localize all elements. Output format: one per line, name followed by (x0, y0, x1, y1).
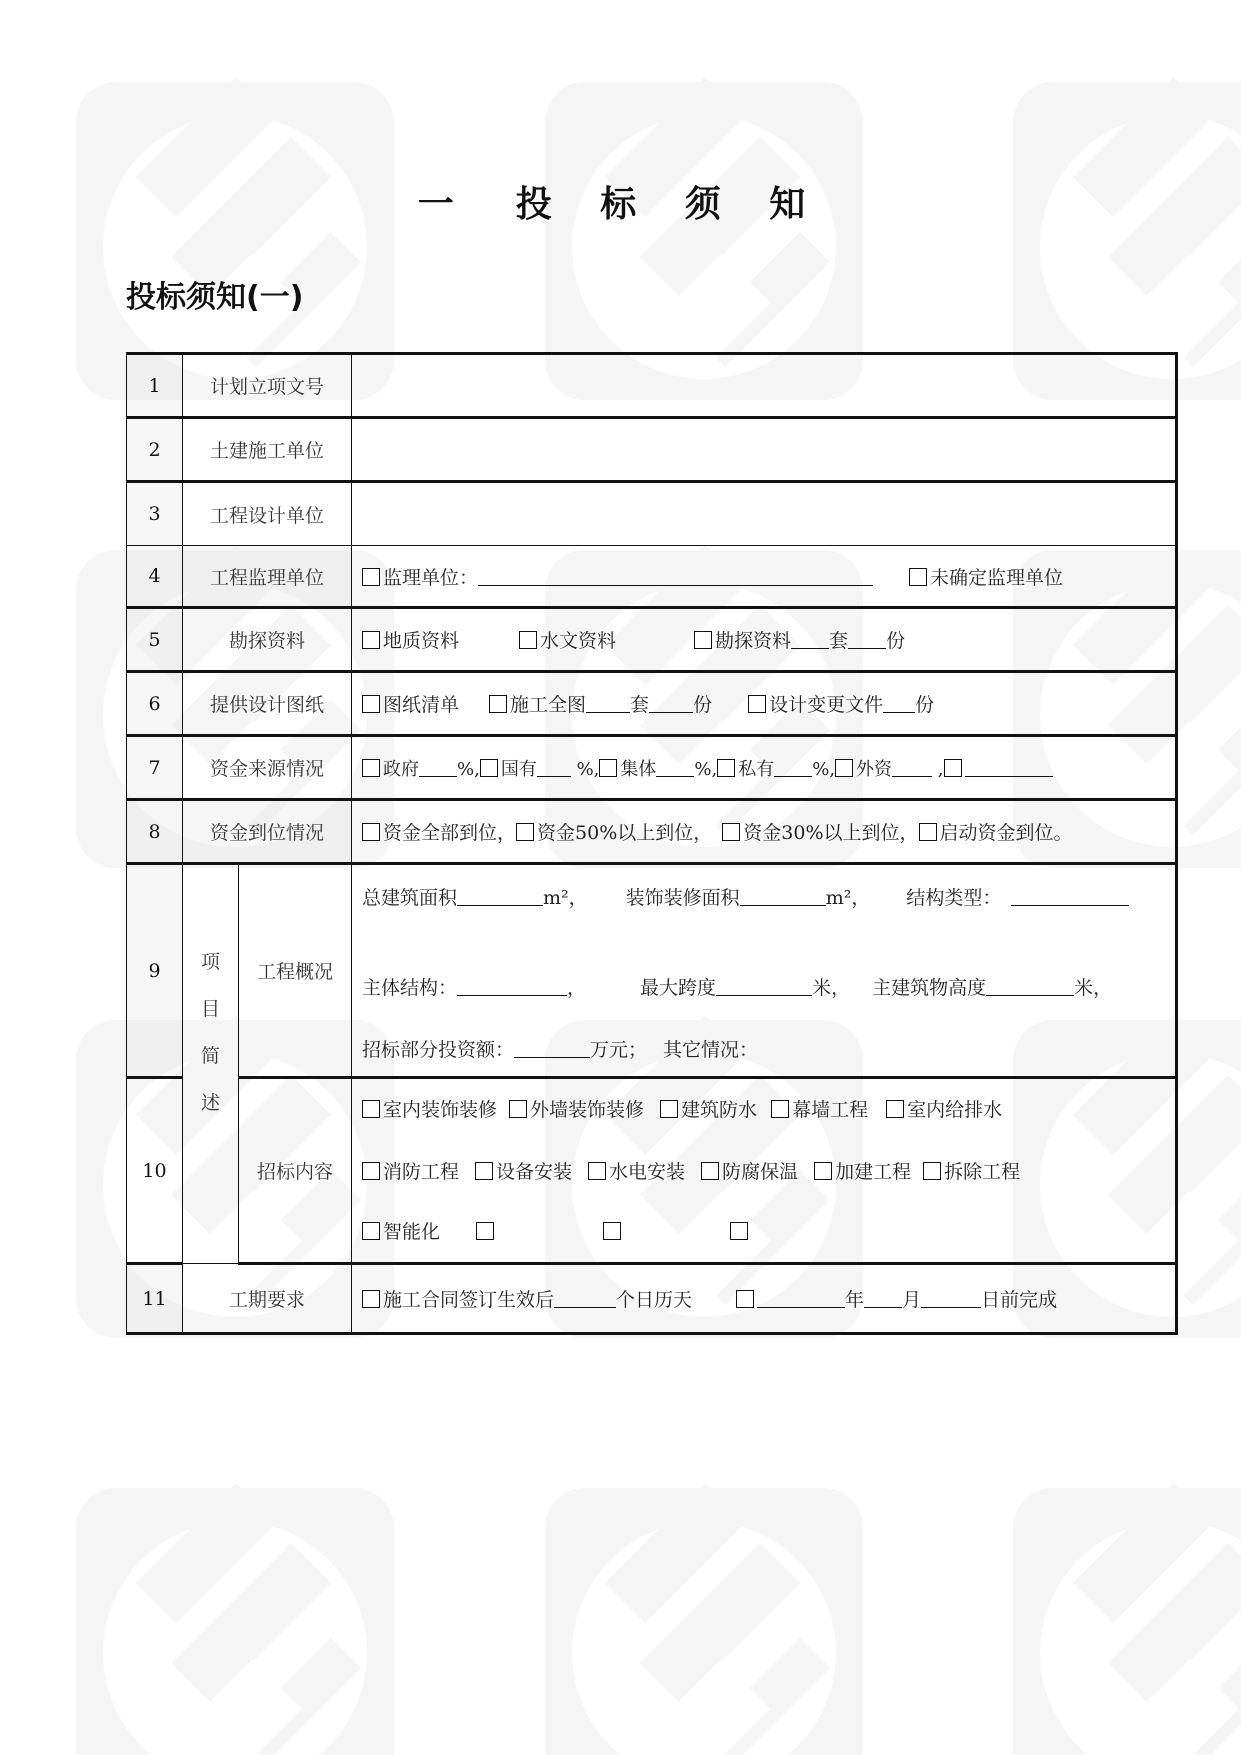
checkbox[interactable] (730, 1222, 748, 1240)
row-label: 土建施工单位 (183, 418, 352, 482)
blank-field[interactable] (864, 1289, 902, 1308)
checkbox[interactable] (660, 1100, 678, 1118)
blank-field[interactable] (986, 977, 1074, 996)
blank-field[interactable] (1011, 887, 1129, 906)
row-options (352, 546, 1177, 608)
checkbox[interactable] (489, 695, 507, 713)
blank-field[interactable] (419, 758, 457, 777)
row-number: 8 (127, 800, 183, 864)
checkbox[interactable] (694, 631, 712, 649)
option-label: 资金全部到位， (383, 822, 517, 844)
table-row (127, 672, 1177, 736)
option-label: 未确定监理单位 (930, 566, 1064, 589)
row-label: 勘探资料 (183, 608, 352, 672)
checkbox[interactable] (476, 1222, 494, 1240)
option-label: 勘探资料 (715, 630, 792, 652)
checkbox[interactable] (475, 1162, 493, 1180)
unit-label: 份 (886, 630, 906, 652)
checkbox[interactable] (362, 1290, 380, 1308)
table-row (127, 800, 1177, 864)
blank-field[interactable] (457, 887, 543, 906)
row-number: 5 (127, 608, 183, 672)
checkbox[interactable] (736, 1290, 754, 1308)
option-label: 水文资料 (540, 630, 617, 652)
blank-field[interactable] (586, 694, 630, 713)
checkbox[interactable] (701, 1162, 719, 1180)
section-title: 投标须知(一) (126, 280, 304, 315)
value-field[interactable] (352, 482, 1177, 546)
row-label: 资金来源情况 (183, 736, 352, 800)
value-field[interactable] (352, 354, 1177, 418)
blank-field[interactable] (965, 758, 1053, 777)
row-number: 6 (127, 672, 183, 736)
option-label: 外资 (856, 758, 893, 780)
table-row (127, 418, 1177, 482)
row-label: 招标内容 (239, 1078, 352, 1264)
row-options (352, 672, 1177, 736)
row-options (352, 800, 1177, 864)
checkbox[interactable] (480, 759, 498, 777)
title-text: 投 标 须 知 (515, 183, 824, 225)
checkbox[interactable] (362, 823, 380, 841)
row-label: 计划立项文号 (183, 354, 352, 418)
tender-info-table (126, 352, 1178, 1335)
row-label: 工期要求 (183, 1264, 352, 1334)
option-label: 图纸清单 (383, 694, 460, 716)
checkbox[interactable] (603, 1222, 621, 1240)
checkbox[interactable] (923, 1162, 941, 1180)
blank-field[interactable] (716, 977, 812, 996)
checkbox[interactable] (362, 695, 380, 713)
unit-label: %, (457, 758, 480, 780)
checkbox[interactable] (362, 1222, 380, 1240)
blank-field[interactable] (649, 694, 693, 713)
checkbox[interactable] (722, 823, 740, 841)
table-row (127, 608, 1177, 672)
checkbox[interactable] (599, 759, 617, 777)
checkbox[interactable] (814, 1162, 832, 1180)
checkbox[interactable] (771, 1100, 789, 1118)
row-label: 资金到位情况 (183, 800, 352, 864)
group-label: 项 目 简 述 (183, 864, 239, 1264)
checkbox[interactable] (516, 823, 534, 841)
checkbox[interactable] (835, 759, 853, 777)
table-row (127, 546, 1177, 608)
blank-field[interactable] (892, 758, 932, 777)
checkbox[interactable] (362, 631, 380, 649)
blank-field[interactable] (514, 1039, 590, 1058)
blank-field[interactable] (848, 630, 886, 649)
row-number: 10 (127, 1078, 183, 1264)
checkbox[interactable] (588, 1162, 606, 1180)
tender-scope: 室内装饰装修 外墙装饰装修 建筑防水 幕墙工程 室内给排水 消防工程 设备安装 水电安装 防腐保温 加建工程 拆除工程 智能化 (352, 1078, 1177, 1264)
blank-field[interactable] (921, 1289, 981, 1308)
checkbox[interactable] (519, 631, 537, 649)
unit-label: 套 (630, 694, 650, 716)
unit-label: , (932, 758, 944, 780)
blank-field[interactable] (740, 887, 826, 906)
unit-label: 套 (829, 630, 849, 652)
option-label: 施工全图 (510, 694, 587, 716)
unit-label: 份 (915, 694, 935, 716)
checkbox[interactable] (362, 759, 380, 777)
blank-field[interactable] (656, 758, 694, 777)
row-number: 2 (127, 418, 183, 482)
option-label: 启动资金到位。 (939, 822, 1073, 844)
unit-label: %, (570, 758, 600, 780)
table-row (127, 1264, 1177, 1334)
row-number: 1 (127, 354, 183, 418)
blank-field[interactable] (478, 567, 873, 586)
row-options (352, 608, 1177, 672)
option-label: 集体 (620, 758, 657, 780)
table-row (127, 482, 1177, 546)
option-label: 私有 (738, 758, 775, 780)
blank-field[interactable] (791, 630, 829, 649)
blank-field[interactable] (757, 1289, 845, 1308)
checkbox[interactable] (919, 823, 937, 841)
table-row (127, 864, 1177, 1078)
row-number: 3 (127, 482, 183, 546)
unit-label: 份 (693, 694, 713, 716)
value-field[interactable] (352, 418, 1177, 482)
row-options (352, 736, 1177, 800)
checkbox[interactable] (362, 568, 380, 586)
option-label: 政府 (383, 758, 420, 780)
checkbox[interactable] (362, 1162, 380, 1180)
row-number: 7 (127, 736, 183, 800)
document-title (0, 176, 1241, 227)
checkbox[interactable] (909, 568, 927, 586)
row-label: 工程监理单位 (183, 546, 352, 608)
blank-field[interactable] (554, 1289, 616, 1308)
blank-field[interactable] (774, 758, 812, 777)
row-number: 11 (127, 1264, 183, 1334)
option-label: 资金30%以上到位， (743, 822, 919, 844)
checkbox[interactable] (362, 1100, 380, 1118)
row-label: 工程概况 (239, 864, 352, 1078)
blank-field[interactable] (537, 758, 571, 777)
row-label: 提供设计图纸 (183, 672, 352, 736)
checkbox[interactable] (886, 1100, 904, 1118)
row-label: 工程设计单位 (183, 482, 352, 546)
title-number: 一 (417, 183, 456, 225)
checkbox[interactable] (717, 759, 735, 777)
option-label: 国有 (500, 758, 537, 780)
checkbox[interactable] (509, 1100, 527, 1118)
table-row (127, 1078, 1177, 1264)
project-overview: 总建筑面积 m²， 装饰装修面积 m²， 结构类型： 主体结构： ， 最大跨度 米， 主建筑物高度 米， 招标部分投资额： 万元； 其它情况： (352, 864, 1177, 1078)
row-options: 施工合同签订生效后 个日历天 年 月 日前完成 (352, 1264, 1177, 1334)
option-label: 监理单位： (383, 566, 479, 589)
checkbox[interactable] (944, 759, 962, 777)
blank-field[interactable] (883, 694, 915, 713)
table-row (127, 354, 1177, 418)
option-label: 地质资料 (383, 630, 460, 652)
unit-label: %, (694, 758, 718, 780)
row-number: 9 (127, 864, 183, 1078)
unit-label: %, (812, 758, 836, 780)
option-label: 资金50%以上到位， (537, 822, 713, 844)
checkbox[interactable] (748, 695, 766, 713)
row-number: 4 (127, 546, 183, 608)
table-row (127, 736, 1177, 800)
blank-field[interactable] (457, 977, 567, 996)
option-label: 设计变更文件 (769, 694, 884, 716)
